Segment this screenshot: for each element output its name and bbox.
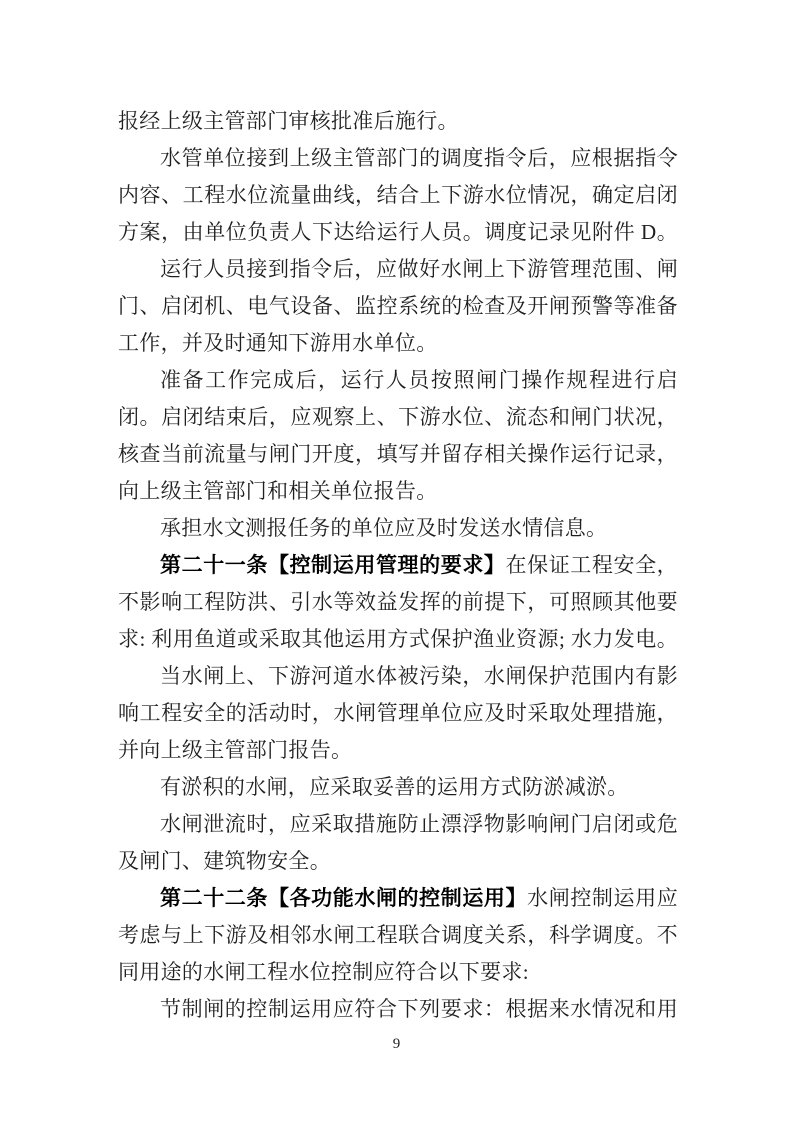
text-run: 求: 利用鱼道或采取其他运用方式保护渔业资源; 水力发电。	[118, 627, 678, 651]
text-run: 方案，由单位负责人下达给运行人员。调度记录见附件 D。	[118, 220, 678, 244]
text-run: 向上级主管部门和相关单位报告。	[118, 479, 438, 503]
text-line	[118, 473, 678, 510]
article-heading-run: 第二十一条【控制运用管理的要求】	[160, 553, 506, 577]
text-line	[118, 362, 678, 399]
text-line	[118, 436, 678, 473]
text-line	[118, 843, 678, 880]
text-run: 响工程安全的活动时，水闸管理单位应及时采取处理措施，	[118, 701, 678, 725]
text-run: 及闸门、建筑物安全。	[118, 849, 331, 873]
page-number: 9	[392, 1036, 401, 1052]
text-run: 运行人员接到指令后，应做好水闸上下游管理范围、闸	[160, 257, 678, 281]
text-line	[118, 177, 678, 214]
text-line	[118, 880, 678, 917]
text-line	[118, 732, 678, 769]
text-run: 不影响工程防洪、引水等效益发挥的前提下，可照顾其他要	[118, 590, 678, 614]
article-heading-run: 第二十二条【各功能水闸的控制运用】	[160, 886, 528, 910]
text-line	[118, 806, 678, 843]
text-run: 水管单位接到上级主管部门的调度指令后，应根据指令	[160, 146, 678, 170]
text-run: 节制闸的控制运用应符合下列要求：根据来水情况和用	[160, 997, 678, 1021]
text-line	[118, 991, 678, 1028]
text-run: 内容、工程水位流量曲线，结合上下游水位情况，确定启闭	[118, 183, 678, 207]
text-line	[118, 695, 678, 732]
text-run: 有淤积的水闸，应采取妥善的运用方式防淤减淤。	[160, 775, 629, 799]
text-run: 准备工作完成后，运行人员按照闸门操作规程进行启	[160, 368, 678, 392]
text-run: 报经上级主管部门审核批准后施行。	[118, 109, 459, 133]
text-run: 考虑与上下游及相邻水闸工程联合调度关系，科学调度。不	[118, 923, 678, 947]
text-line	[118, 917, 678, 954]
text-run: 核查当前流量与闸门开度，填写并留存相关操作运行记录，	[118, 442, 678, 466]
text-line	[118, 658, 678, 695]
text-line	[118, 214, 678, 251]
text-run: 门、启闭机、电气设备、监控系统的检查及开闸预警等准备	[118, 294, 678, 318]
text-run: 水闸泄流时，应采取措施防止漂浮物影响闸门启闭或危	[160, 812, 678, 836]
text-line	[118, 621, 678, 658]
text-line	[118, 399, 678, 436]
text-line	[118, 547, 678, 584]
text-run: 当水闸上、下游河道水体被污染，水闸保护范围内有影	[160, 664, 678, 688]
text-run: 在保证工程安全，	[505, 553, 678, 577]
text-line	[118, 288, 678, 325]
text-run: 闭。启闭结束后，应观察上、下游水位、流态和闸门状况，	[118, 405, 678, 429]
text-line	[118, 251, 678, 288]
text-line	[118, 140, 678, 177]
text-run: 工作，并及时通知下游用水单位。	[118, 331, 438, 355]
text-run: 水闸控制运用应	[527, 886, 678, 910]
text-line	[118, 510, 678, 547]
text-line	[118, 325, 678, 362]
text-line	[118, 954, 678, 991]
text-line	[118, 103, 678, 140]
text-run: 并向上级主管部门报告。	[118, 738, 353, 762]
text-run: 同用途的水闸工程水位控制应符合以下要求:	[118, 960, 529, 984]
text-run: 承担水文测报任务的单位应及时发送水情信息。	[160, 516, 608, 540]
text-block	[118, 103, 678, 1028]
text-line	[118, 584, 678, 621]
text-line	[118, 769, 678, 806]
